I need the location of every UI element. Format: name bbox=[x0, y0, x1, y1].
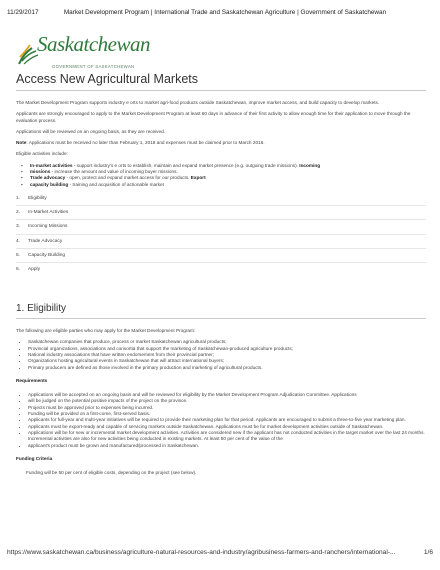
list-item: • Applications will be for new or incremental market development activities. Activities are considered new if the applicant has not conducted activities in the target market over the last 24 months. Incremental activities are also for new activities being conducted in existing markets. At least 50 per cent of the value of the bbox=[28, 430, 426, 443]
activity-name: Export bbox=[190, 175, 206, 181]
toc-item-capacity-building[interactable] bbox=[16, 249, 426, 263]
eligibility-lead: The following are eligible parties who may apply for the Market Development Program: bbox=[16, 328, 196, 334]
list-item: • Applicants must be export-ready and capable of servicing markets outside Saskatchewan. Applications must be for market development activities outside of Saskatchewan. bbox=[28, 424, 426, 430]
intro-paragraph-1: The Market Development Program supports industry e orts to market agri-food products outside Saskatchewan, improve market access, and build capacity to develop markets. bbox=[16, 100, 380, 105]
page-url: https://www.saskatchewan.ca/business/agriculture-natural-resources-and-industry/agribusiness-farmers-and-ranchers/international-... bbox=[7, 549, 396, 556]
toc-link[interactable]: Apply bbox=[28, 266, 40, 272]
intro-paragraph-2: Applicants are strongly encouraged to apply to the Market Development Program at least 60 days in advance of their first activity to allow enough time for their application to move through the evaluation process. bbox=[16, 111, 411, 123]
page-content bbox=[16, 32, 426, 481]
requirements-list bbox=[16, 392, 426, 449]
toc-item-eligibility[interactable] bbox=[16, 192, 426, 206]
section-title-eligibility: 1. Eligibility bbox=[16, 302, 426, 319]
logo-wordmark: Saskatchewan bbox=[37, 32, 150, 56]
saskatchewan-logo[interactable] bbox=[16, 32, 426, 70]
print-page-title: Market Development Program | International Trade and Saskatchewan Agriculture | Government of Saskatchewan bbox=[63, 9, 387, 16]
activity-name: Incoming bbox=[299, 162, 321, 168]
list-item bbox=[21, 182, 426, 188]
list-item: • Saskatchewan companies that produce, process or market Saskatchewan agricultural products; bbox=[28, 339, 426, 345]
list-item: • Applications will be accepted on an ongoing basis and will be reviewed for eligibility by the Market Development Program Adjudication Committee. Applications bbox=[28, 392, 426, 398]
intro-paragraph-3: Applications will be reviewed on an ongoing basis, as they are received. bbox=[16, 128, 166, 134]
toc-number: 3. bbox=[16, 224, 21, 230]
toc-link[interactable]: Eligibility bbox=[28, 195, 47, 201]
toc-number: 2. bbox=[16, 210, 21, 216]
list-item: • Provincial organizations, associations and consortia that support the marketing of Saskatchewan-produced agriculture products; bbox=[28, 346, 426, 352]
toc-number: 5. bbox=[16, 252, 21, 258]
toc-link[interactable]: Incoming Missions bbox=[28, 224, 68, 230]
toc-link[interactable]: Capacity Building bbox=[28, 252, 66, 258]
list-item: • will be judged on the potential positive impacts of the project on the province. bbox=[28, 398, 426, 404]
activity-name: capacity building bbox=[30, 181, 69, 187]
toc-link[interactable]: In-Market Activities bbox=[28, 210, 69, 216]
list-item: • Funding will be provided on a first-come, first-served basis. bbox=[28, 411, 426, 417]
intro-note bbox=[16, 140, 426, 146]
note-label: Note bbox=[16, 140, 27, 146]
list-item: • applicant's product must be grown and manufactured/processed in Saskatchewan. bbox=[28, 443, 426, 449]
toc-item-incoming-missions[interactable] bbox=[16, 220, 426, 234]
list-item: • Projects must be approved prior to expenses being incurred. bbox=[28, 405, 426, 411]
activity-name: In-market activities bbox=[30, 162, 73, 168]
page-title: Access New Agricultural Markets bbox=[16, 72, 426, 91]
toc-item-in-market-activities[interactable] bbox=[16, 206, 426, 220]
toc-item-trade-advocacy[interactable] bbox=[16, 235, 426, 249]
list-item: • Organizations hosting agricultural events in Saskatchewan that will attract international buyers; bbox=[28, 358, 426, 364]
activity-description: - open, protect and expand market access for our products. bbox=[65, 175, 191, 181]
toc-number: 1. bbox=[16, 195, 21, 201]
toc-link[interactable]: Trade Advocacy bbox=[28, 238, 63, 244]
activity-name: missions bbox=[30, 169, 51, 175]
list-item: • Primary producers are defined as those involved in the primary production and marketing of agricultural products. bbox=[28, 365, 426, 371]
logo-subtitle: GOVERNMENT OF SASKATCHEWAN bbox=[52, 64, 135, 69]
activity-name: Trade advocacy bbox=[30, 175, 66, 181]
toc-item-apply[interactable] bbox=[16, 263, 426, 276]
list-item: • Applicants for full-year and multi-year initiatives will be required to provide their marketing plan for that period. Applicants are encouraged to submit a three-to-five year marketing plan. bbox=[28, 417, 426, 423]
print-footer bbox=[7, 549, 433, 559]
table-of-contents bbox=[16, 192, 426, 276]
eligible-activities-heading: Eligible activities include: bbox=[16, 151, 68, 157]
list-item: • National industry associations that have written endorsement from their provincial partner; bbox=[28, 352, 426, 358]
print-date: 11/29/2017 bbox=[7, 9, 39, 16]
requirements-heading: Requirements bbox=[16, 377, 48, 383]
toc-number: 6. bbox=[16, 266, 21, 272]
funding-criteria-text: Funding will be 50 per cent of eligible costs, depending on the project (see below). bbox=[26, 470, 197, 476]
funding-criteria-heading: Funding Criteria bbox=[16, 455, 53, 461]
activities-list bbox=[16, 163, 426, 188]
activity-description: - support industry's e orts to establish, maintain and expand market presence (e.g. outgoing trade missions). bbox=[72, 162, 300, 168]
activity-description: - increase the amount and value of incoming buyer missions. bbox=[50, 169, 178, 175]
note-text: : Applications must be received no later than February 1, 2018 and expenses must be claimed prior to March 2018. bbox=[26, 140, 265, 146]
print-header bbox=[7, 9, 433, 18]
page-number: 1/6 bbox=[423, 549, 433, 556]
toc-number: 4. bbox=[16, 238, 21, 244]
eligible-parties-list bbox=[16, 339, 426, 370]
activity-description: - training and acquisition of actionable market bbox=[68, 181, 164, 187]
